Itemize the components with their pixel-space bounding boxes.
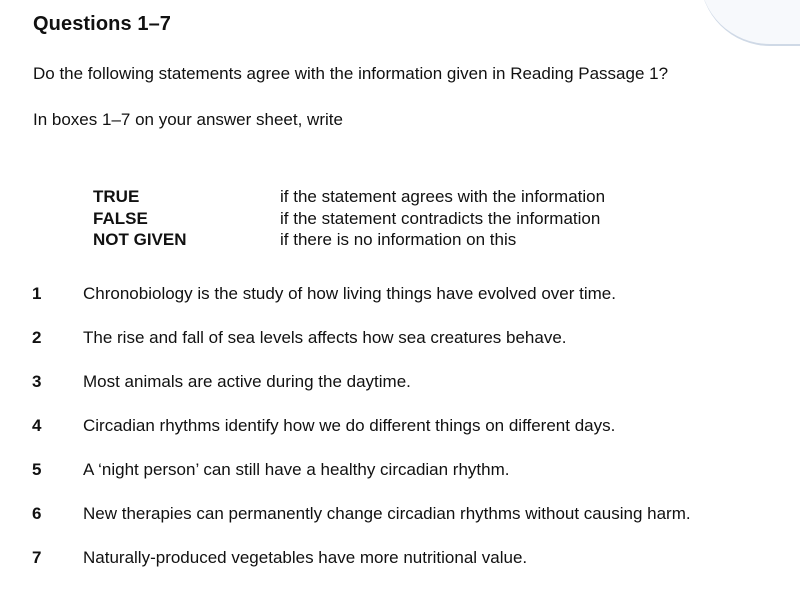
- statement-number: 7: [32, 548, 42, 567]
- legend-term: TRUE: [93, 187, 140, 206]
- answer-sheet-instruction: In boxes 1–7 on your answer sheet, write: [33, 110, 343, 129]
- statement-number: 6: [32, 504, 42, 523]
- statement-item: [30, 416, 790, 460]
- legend-row-false: [93, 208, 605, 230]
- statement-text: New therapies can permanently change circadian rhythms without causing harm.: [83, 504, 691, 523]
- statement-text: Naturally-produced vegetables have more nutritional value.: [83, 548, 528, 567]
- statement-number: 2: [32, 328, 42, 347]
- statement-item: [30, 372, 790, 416]
- legend-term: NOT GIVEN: [93, 230, 187, 249]
- questions-heading: Questions 1–7: [33, 13, 172, 35]
- statement-item: [30, 548, 790, 592]
- statement-text: Most animals are active during the daytime.: [83, 372, 411, 391]
- corner-decoration: [700, 0, 800, 46]
- legend-term: FALSE: [93, 208, 148, 228]
- statement-number: 1: [32, 284, 42, 303]
- legend-meaning: if there is no information on this: [280, 230, 517, 249]
- instruction-text: Do the following statements agree with the information given in Reading Passage 1?: [33, 64, 669, 83]
- statement-number: 4: [32, 416, 42, 435]
- statement-item: [30, 328, 790, 372]
- statement-text: Circadian rhythms identify how we do different things on different days.: [83, 416, 616, 435]
- statement-text: A ‘night person’ can still have a healthy circadian rhythm.: [83, 460, 510, 479]
- legend-meaning: if the statement contradicts the information: [280, 208, 601, 228]
- statement-text: Chronobiology is the study of how living things have evolved over time.: [83, 284, 616, 303]
- statement-item: [30, 284, 790, 328]
- legend-meaning: if the statement agrees with the information: [280, 187, 606, 206]
- statement-list: [30, 284, 790, 592]
- statement-number: 3: [32, 372, 42, 391]
- legend-row-true: [93, 186, 605, 208]
- statement-item: [30, 460, 790, 504]
- answer-legend: [93, 186, 605, 251]
- legend-row-not-given: [93, 229, 605, 251]
- statement-number: 5: [32, 460, 42, 479]
- statement-text: The rise and fall of sea levels affects how sea creatures behave.: [83, 328, 567, 347]
- statement-item: [30, 504, 790, 548]
